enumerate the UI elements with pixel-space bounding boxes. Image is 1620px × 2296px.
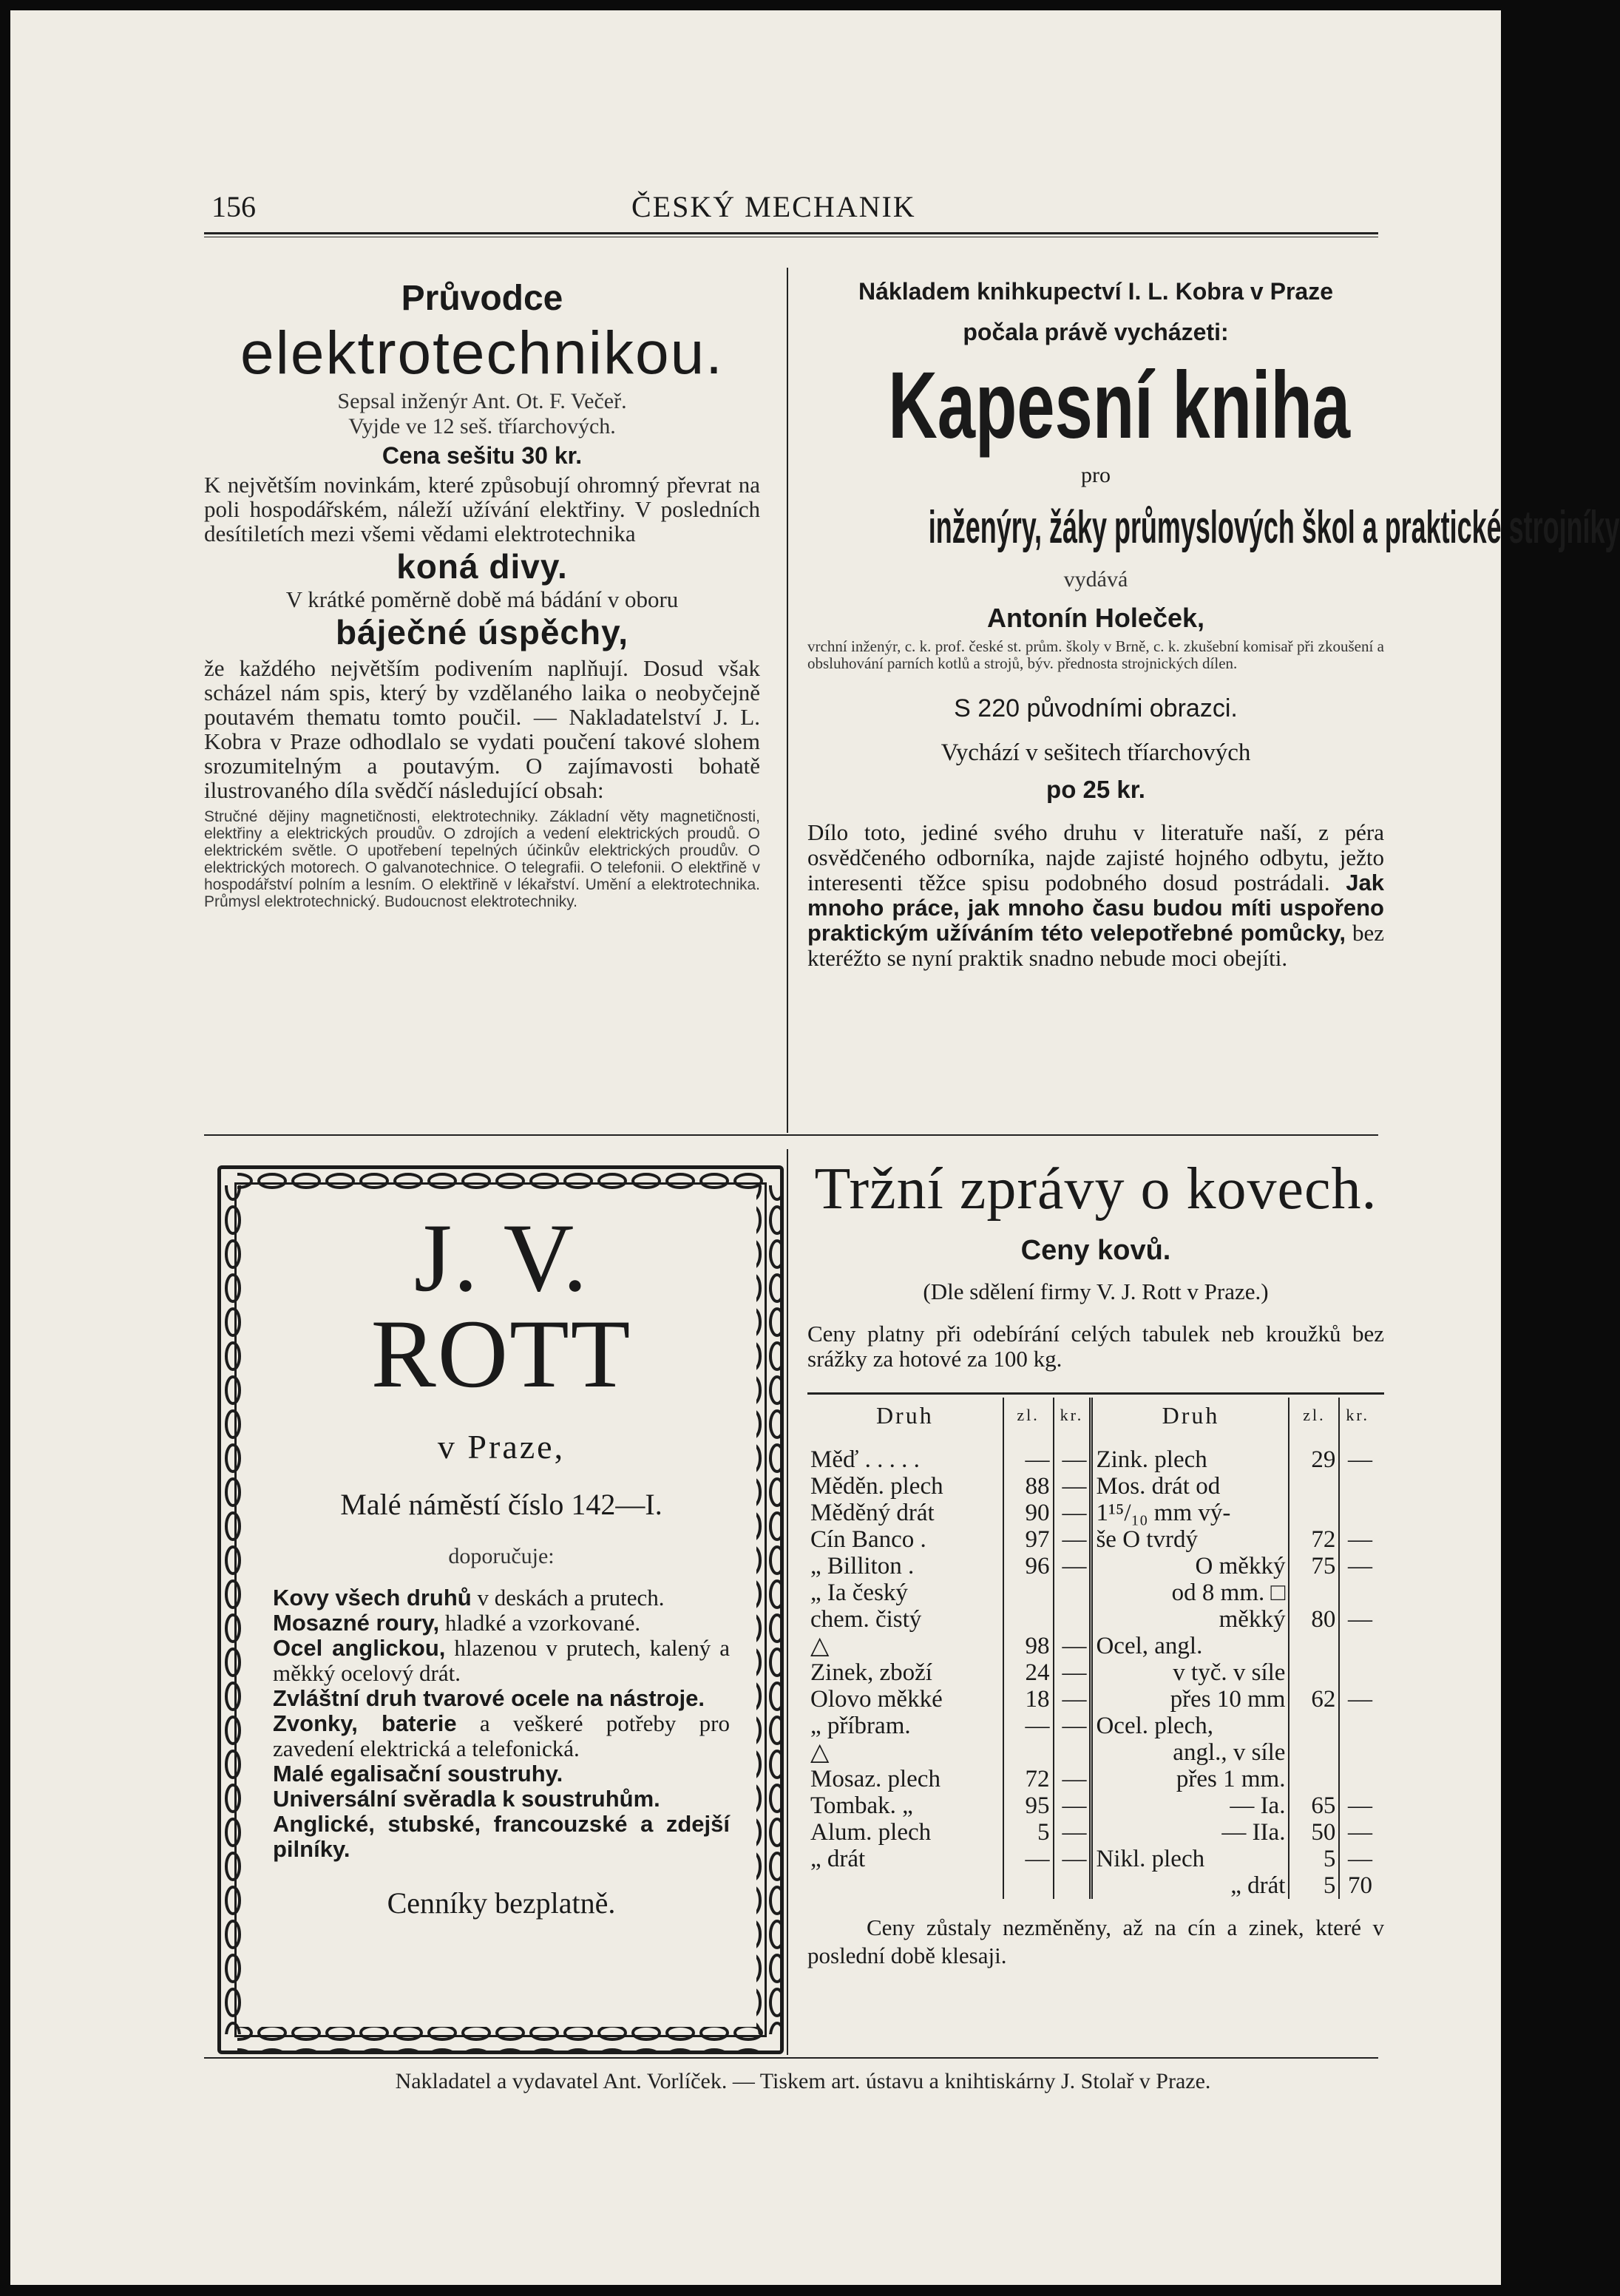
trzni-source: (Dle sdělení firmy V. J. Rott v Praze.) [923,1279,1269,1304]
ad-item-bold: Ocel anglickou, [273,1635,446,1661]
footer-rule [204,2057,1378,2059]
cell-druh-right: Ocel. plech, [1091,1713,1289,1739]
cell-zl-left: 5 [1003,1819,1054,1846]
cell-druh-left [807,1872,1003,1899]
col-zl-right: zl. [1289,1398,1339,1446]
cell-druh-left: Měď . . . . . [810,1446,920,1473]
cell-zl-left: 18 [1003,1686,1054,1713]
cell-druh-left: Měděn. plech [810,1473,943,1500]
ad-item-rest: v deskách a prutech. [471,1585,665,1611]
table-row [807,1606,1375,1633]
cell-kr-left: — [1054,1766,1091,1792]
cell-kr-left [1054,1872,1091,1899]
cell-zl-left: 24 [1003,1659,1054,1686]
cell-kr-right: — [1339,1792,1375,1819]
kapesni-body [807,820,1384,971]
cell-zl-right [1289,1500,1339,1526]
ad-item [273,1686,730,1711]
kapesni-issues-by: vydává [1063,567,1128,592]
cell-kr-left: — [1054,1633,1091,1659]
table-header-row [807,1398,1375,1446]
cell-kr-left: — [1054,1473,1091,1500]
cell-druh-left: Mosaz. plech [810,1766,941,1792]
ad-item [273,1585,730,1611]
kapesni-author: Antonín Holeček, [986,603,1205,633]
ad-item-bold: Zvláštní druh tvarové ocele na nástroje. [273,1685,705,1711]
kapesni-subtitle: inženýry, žáky průmyslových škol a praktické strojníky [928,502,1620,553]
pruvodce-title: elektrotechnikou. [240,319,724,387]
cell-druh-left: „ Billiton . [810,1553,915,1579]
cell-zl-left [1003,1739,1054,1766]
pruvodce-intro: K největším novinkám, které způsobují ohromný převrat na poli hospodářském, náleží užívání elektřiny. V posledních desítiletích mezi všemi vědami elektrotechnika [204,472,760,546]
cell-kr-right: — [1339,1446,1375,1473]
cell-kr-right: — [1339,1606,1375,1633]
cell-kr-right: — [1339,1526,1375,1553]
ad-item [273,1761,730,1787]
table-row [807,1686,1375,1713]
cell-druh-right: — Ia. [1091,1792,1289,1819]
kapesni-author-desc: vrchní inženýr, c. k. prof. české st. prům. školy v Brně, c. k. zkušební komisař při zkoušení a obsluhování parních kotlů a strojů, býv. přednosta strojnických dílen. [807,637,1384,672]
kapesni-started: počala právě vycházeti: [963,319,1229,345]
cell-kr-left [1054,1579,1091,1606]
cell-zl-right [1289,1473,1339,1500]
kapesni-body-end: bez kteréžto se nyní praktik snadno nebude moci obejíti. [807,920,1384,971]
kapesni-title-wrap [807,353,1384,458]
ad-item [273,1636,730,1686]
kapesni-images: S 220 původními obrazci. [954,694,1238,722]
trzni-note: Ceny platny při odebírání celých tabulek neb kroužků bez srážky za hotové za 100 kg. [807,1321,1384,1372]
table-row [807,1819,1375,1846]
ad-item [273,1787,730,1812]
trzni-block [807,1155,1384,1970]
cell-zl-right [1289,1633,1339,1659]
pruvodce-line2: V krátké poměrně době má bádání v oboru [285,586,679,612]
col-zl-left: zl. [1003,1398,1054,1446]
table-body [807,1446,1375,1899]
col-druh-left: Druh [875,1402,934,1429]
cell-druh-left: △ [810,1633,830,1659]
cell-druh-left: Cín Banco . [810,1526,926,1553]
table-row [807,1500,1375,1526]
page-number: 156 [211,190,256,223]
cell-druh-right: 1¹⁵/₁₀ mm vý- [1091,1500,1289,1526]
table-row [807,1553,1375,1579]
table-row [807,1579,1375,1606]
cell-druh-left: Měděný drát [810,1500,935,1526]
cell-zl-left: — [1003,1446,1054,1473]
kapesni-block [807,278,1620,971]
cell-zl-right [1289,1659,1339,1686]
cell-druh-right: od 8 mm. □ [1091,1579,1289,1606]
ad-item-rest: a veškeré potřeby pro zavedení elektrická a telefonická. [273,1710,730,1761]
pruvodce-big2: báječné úspěchy, [335,613,629,651]
kapesni-price: po 25 kr. [1046,776,1145,803]
cell-zl-left: 98 [1003,1633,1054,1659]
cell-kr-left: — [1054,1526,1091,1553]
cell-zl-left [1003,1579,1054,1606]
ad-item-rest: hladké a vzorkované. [439,1610,641,1636]
trzni-closing: Ceny zůstaly nezměněny, až na cín a zinek, které v poslední době klesaji. [807,1914,1384,1968]
kapesni-issue: Vychází v sešitech tříarchových [941,739,1251,766]
ad-item-bold: Anglické, stubské, francouzské a zdejší pilníky. [273,1811,730,1862]
cell-kr-right [1339,1500,1375,1526]
cell-kr-left: — [1054,1553,1091,1579]
cell-druh-left: Olovo měkké [810,1686,943,1713]
cell-zl-left: 72 [1003,1766,1054,1792]
column-divider-bottom [787,1149,788,2055]
pruvodce-price: Cena sešitu 30 kr. [382,442,583,469]
cell-druh-right: angl., v síle [1091,1739,1289,1766]
col-kr-left: kr. [1054,1398,1091,1446]
trzni-subtitle: Ceny kovů. [1020,1235,1171,1266]
cell-druh-right: „ drát [1091,1872,1289,1899]
ad-item-rest: hlazenou v prutech, kalený a měkký ocelový drát. [273,1635,730,1686]
kapesni-subtitle-wrap [807,501,1620,554]
table-row [807,1473,1375,1500]
cell-kr-right [1339,1659,1375,1686]
pruvodce-author: Sepsal inženýr Ant. Ot. F. Večeř. [337,389,627,413]
col-kr-right: kr. [1339,1398,1375,1446]
ad-item-bold: Zvonky, baterie [273,1710,457,1736]
cell-kr-left [1054,1739,1091,1766]
table-row [807,1633,1375,1659]
cell-druh-left: Alum. plech [810,1819,932,1846]
rott-advertisement [217,1165,784,2054]
ad-item [273,1611,730,1636]
pruvodce-block [204,389,760,910]
col-druh-right: Druh [1091,1398,1289,1446]
ad-city: v Praze, [437,1428,566,1466]
cell-zl-left: 95 [1003,1792,1054,1819]
ad-item-bold: Mosazné roury, [273,1610,440,1636]
ad-content [273,1203,730,1920]
pruvodce-contents: Stručné dějiny magnetičnosti, elektrotechniky. Základní věty magnetičnosti, elektřiny a elektrických proudův. O zdrojích a vedení elektrických proudů. O elektrickém světle. O upotřebení tepelných účinkův elektrických proudův. O elektrických motorech. O galvanotechnice. O telegrafii. O telefonii. O elektřině v hospodářství polním a lesním. O elektřině v lékařství. Umění a elektrotechnika. Průmysl elektrotechnický. Budoucnost elektrotechniky. [204,808,760,910]
cell-druh-right: Zink. plech [1091,1446,1289,1473]
table-row [807,1872,1375,1899]
cell-kr-right: — [1339,1553,1375,1579]
cell-zl-right: 29 [1289,1446,1339,1473]
cell-kr-left: — [1054,1792,1091,1819]
cell-zl-left [1003,1606,1054,1633]
cell-druh-right: še O tvrdý [1091,1526,1289,1553]
cell-kr-left: — [1054,1500,1091,1526]
cell-kr-left [1054,1606,1091,1633]
running-title: ČESKÝ MECHANIK [631,190,916,223]
cell-zl-right: 5 [1289,1846,1339,1872]
cell-kr-right [1339,1633,1375,1659]
cell-zl-right: 65 [1289,1792,1339,1819]
kapesni-publisher: Nákladem knihkupectví I. L. Kobra v Praze [858,278,1333,305]
pruvodce-big1: koná divy. [396,547,568,586]
pruvodce-heading: Průvodce [401,279,563,318]
cell-druh-right: Mos. drát od [1091,1473,1289,1500]
cell-druh-left: „ drát [810,1846,866,1872]
cell-kr-right: — [1339,1819,1375,1846]
cell-druh-right: O měkký [1091,1553,1289,1579]
cell-zl-right [1289,1713,1339,1739]
kapesni-body-bold: Jak mnoho práce, jak mnoho času budou míti uspořeno praktickým užíváním této velepotřebné pomůcky, [807,870,1384,946]
cell-kr-right [1339,1739,1375,1766]
cell-kr-left: — [1054,1713,1091,1739]
cell-kr-right [1339,1579,1375,1606]
cell-druh-left: „ Ia český [810,1579,908,1606]
table-row [807,1766,1375,1792]
table-top-rule [807,1392,1384,1395]
cell-druh-right: přes 10 mm [1091,1686,1289,1713]
cell-kr-right [1339,1713,1375,1739]
cell-druh-right: přes 1 mm. [1091,1766,1289,1792]
cell-druh-left: △ [810,1739,830,1766]
cell-zl-right: 75 [1289,1553,1339,1579]
cell-kr-left: — [1054,1846,1091,1872]
cell-zl-right: 50 [1289,1819,1339,1846]
ad-pricelist: Cenníky bezplatně. [387,1886,616,1920]
table-row [807,1526,1375,1553]
page [10,10,1620,2285]
cell-druh-right: v tyč. v síle [1091,1659,1289,1686]
cell-kr-right [1339,1473,1375,1500]
cell-kr-right: 70 [1339,1872,1375,1899]
cell-zl-left: 90 [1003,1500,1054,1526]
cell-zl-right: 72 [1289,1526,1339,1553]
cell-druh-right: Nikl. plech [1091,1846,1289,1872]
cell-zl-right: 5 [1289,1872,1339,1899]
cell-kr-right: — [1339,1846,1375,1872]
cell-zl-left: 88 [1003,1473,1054,1500]
ad-item [273,1711,730,1761]
table-row [807,1713,1375,1739]
cell-kr-left: — [1054,1819,1091,1846]
cell-druh-left: „ příbram. [810,1713,911,1739]
ad-product-list [273,1585,730,1862]
cell-zl-right [1289,1579,1339,1606]
cell-zl-left: — [1003,1846,1054,1872]
cell-zl-right: 80 [1289,1606,1339,1633]
table-row [807,1846,1375,1872]
header-rule [204,232,1378,234]
pruvodce-body: že každého největším podivením naplňují. Dosud však scházel nám spis, který by vzdělaného laika o neobyčejně poutavém thematu tomto poučil. — Nakladatelství J. L. Kobra v Praze odhodlalo se vydati poučení takové slohem srozumitelným a poutavým. O zajímavosti bohatě ilustrovaného díla svědčí následující obsah: [204,655,760,803]
ad-item-bold: Universální svěradla k soustruhům. [273,1786,660,1812]
ad-item [273,1812,730,1862]
table-row [807,1659,1375,1686]
cell-zl-left [1003,1872,1054,1899]
trzni-title: Tržní zprávy o kovech. [814,1157,1377,1222]
cell-zl-left: — [1003,1713,1054,1739]
cell-druh-left: Tombak. „ [810,1792,913,1819]
cell-zl-right [1289,1739,1339,1766]
ad-item-bold: Malé egalisační soustruhy. [273,1761,563,1787]
cell-kr-left: — [1054,1686,1091,1713]
price-table [807,1398,1375,1899]
ad-firm-name: J. V. ROTT [370,1203,632,1408]
cell-kr-right [1339,1766,1375,1792]
table-row [807,1792,1375,1819]
section-rule [204,1134,1378,1136]
kapesni-pro: pro [1081,463,1111,487]
ad-address: Malé náměstí číslo 142—I. [340,1488,662,1521]
cell-druh-right: — IIa. [1091,1819,1289,1846]
cell-druh-left: chem. čistý [810,1606,922,1633]
pruvodce-issue: Vyjde ve 12 seš. tříarchových. [348,414,616,438]
cell-zl-left: 96 [1003,1553,1054,1579]
cell-kr-left: — [1054,1659,1091,1686]
table-row [807,1446,1375,1473]
kapesni-body-regular: Dílo toto, jediné svého druhu v literatuře naší, z péra osvědčeného odborníka, najde zajisté hojného odbytu, ježto interesenti těžce spisu podobného dosud postrádali. [807,819,1384,895]
cell-zl-right: 62 [1289,1686,1339,1713]
imprint-footer: Nakladatel a vydavatel Ant. Vorlíček. — Tiskem art. ústavu a knihtiskárny J. Stolař v Praze. [395,2069,1211,2093]
ad-item-bold: Kovy všech druhů [273,1585,472,1611]
cell-zl-right [1289,1766,1339,1792]
cell-kr-right: — [1339,1686,1375,1713]
cell-druh-right: měkký [1091,1606,1289,1633]
cell-druh-right: Ocel, angl. [1091,1633,1289,1659]
cell-zl-left: 97 [1003,1526,1054,1553]
ad-recommends: doporučuje: [448,1544,555,1568]
cell-kr-left: — [1054,1446,1091,1473]
cell-druh-left: Zinek, zboží [810,1659,932,1686]
table-row [807,1739,1375,1766]
column-divider [787,268,788,1133]
kapesni-title: Kapesní kniha [888,353,1351,458]
